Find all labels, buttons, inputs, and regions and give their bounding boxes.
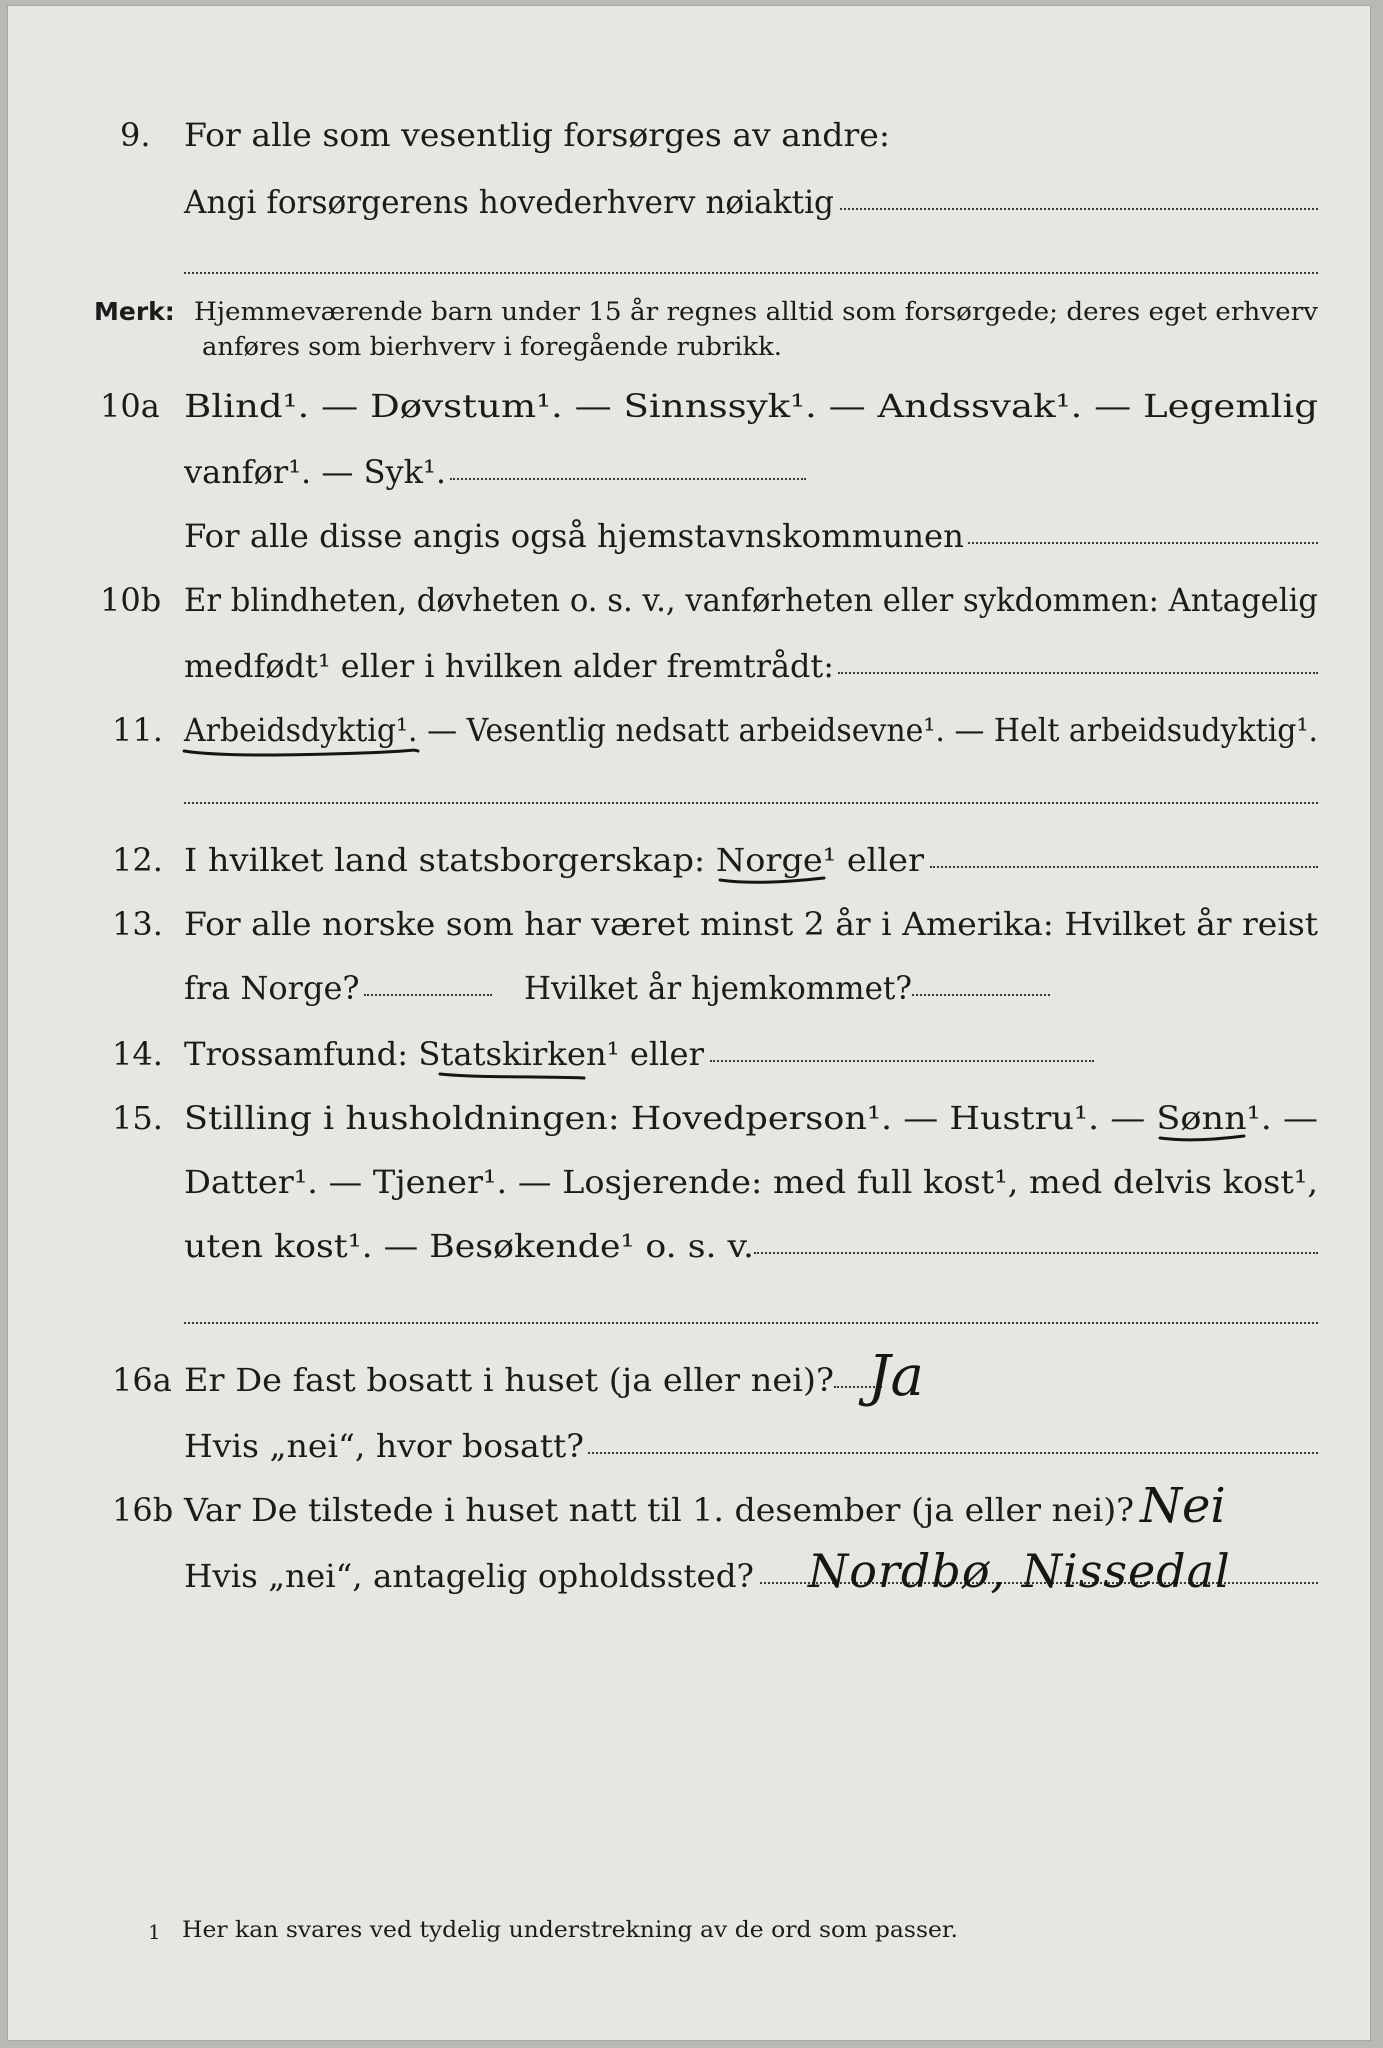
q16a-number: 16a <box>112 1361 172 1399</box>
sonn-underline-mark <box>1158 1130 1248 1146</box>
q10a-municipality-line[interactable] <box>968 542 1318 544</box>
q14-answer-line[interactable] <box>710 1060 1094 1062</box>
q10b-text-line2: medfødt¹ eller i hvilken alder fremtrådt: <box>184 647 834 685</box>
q14-number: 14. <box>112 1035 163 1073</box>
q11-answer-line[interactable] <box>184 802 1318 804</box>
q15-text-line3: uten kost¹. — Besøkende¹ o. s. v. <box>184 1227 754 1265</box>
q13-number: 13. <box>112 905 163 943</box>
census-form-page <box>8 6 1370 2040</box>
q13-year-left-line[interactable] <box>364 994 492 996</box>
merk-label: Merk: <box>94 297 175 326</box>
q10b-answer-line[interactable] <box>838 672 1318 674</box>
q16a-residence-line[interactable] <box>588 1452 1318 1454</box>
q16b-handwritten-answer: Nei <box>1140 1478 1226 1534</box>
q10a-answer-line[interactable] <box>450 478 806 480</box>
q12-text-line1: I hvilket land statsborgerskap: Norge¹ eller <box>184 841 924 879</box>
q16b-number: 16b <box>112 1491 174 1529</box>
q16a-handwritten-answer: Ja <box>868 1344 924 1409</box>
q10a-number: 10a <box>100 387 160 425</box>
merk-text-line1: Hjemmeværende barn under 15 år regnes alltid som forsørgede; deres eget erhverv <box>194 297 1318 326</box>
footnote-mark: 1 <box>148 1920 161 1944</box>
q9-text-line2: Angi forsørgerens hovederhverv nøiaktig <box>184 183 834 221</box>
q10b-text-line1: Er blindheten, døvheten o. s. v., vanførheten eller sykdommen: Antagelig <box>184 581 1318 619</box>
q12-answer-line[interactable] <box>930 866 1318 868</box>
arbeidsdyktig-underline-mark <box>182 741 422 761</box>
q16b-text-line2: Hvis „nei“, antagelig opholdssted? <box>184 1557 754 1595</box>
q16b-text-line1: Var De tilstede i huset natt til 1. desember (ja eller nei)? <box>184 1491 1134 1529</box>
q15-number: 15. <box>112 1099 163 1137</box>
q9-text-line1: For alle som vesentlig forsørges av andre: <box>184 116 891 154</box>
q16b-handwritten-location: Nordbø, Nissedal <box>808 1544 1231 1598</box>
q14-text-line1: Trossamfund: Statskirken¹ eller <box>184 1035 704 1073</box>
q16a-text-line1: Er De fast bosatt i huset (ja eller nei)? <box>184 1361 834 1399</box>
q11-text-line1: Arbeidsdyktig¹. — Vesentlig nedsatt arbeidsevne¹. — Helt arbeidsudyktig¹. <box>184 711 1318 749</box>
footnote-text: Her kan svares ved tydelig understrekning av de ord som passer. <box>182 1918 958 1943</box>
q10a-text-line2: vanfør¹. — Syk¹. <box>184 453 446 491</box>
merk-text-line2: anføres som bierhverv i foregående rubrikk. <box>202 332 782 361</box>
q10a-text-line3: For alle disse angis også hjemstavnskommunen <box>184 517 964 555</box>
q9-number: 9. <box>120 116 151 154</box>
q13-year-returned-line[interactable] <box>912 994 1050 996</box>
q13-text-line1: For alle norske som har været minst 2 år i Amerika: Hvilket år reist <box>184 905 1318 943</box>
q15-answer-line-2[interactable] <box>184 1322 1318 1324</box>
q9-answer-line-2[interactable] <box>184 272 1318 274</box>
q10b-number: 10b <box>100 581 162 619</box>
q10a-text-line1: Blind¹. — Døvstum¹. — Sinnssyk¹. — Andssvak¹. — Legemlig <box>184 387 1318 425</box>
q15-text-line1: Stilling i husholdningen: Hovedperson¹. — Hustru¹. — Sønn¹. — <box>184 1099 1318 1137</box>
statskirken-underline-mark <box>438 1066 588 1084</box>
q11-number: 11. <box>112 711 163 749</box>
q9-answer-line[interactable] <box>840 208 1318 210</box>
q13-text-line2a: fra Norge? <box>184 969 360 1007</box>
q16a-text-line2: Hvis „nei“, hvor bosatt? <box>184 1427 584 1465</box>
q12-number: 12. <box>112 841 163 879</box>
q15-text-line2: Datter¹. — Tjener¹. — Losjerende: med full kost¹, med delvis kost¹, <box>184 1163 1318 1201</box>
norge-underline-mark <box>718 872 828 888</box>
q15-answer-line[interactable] <box>754 1252 1318 1254</box>
q13-text-line2b: Hvilket år hjemkommet? <box>524 969 912 1007</box>
